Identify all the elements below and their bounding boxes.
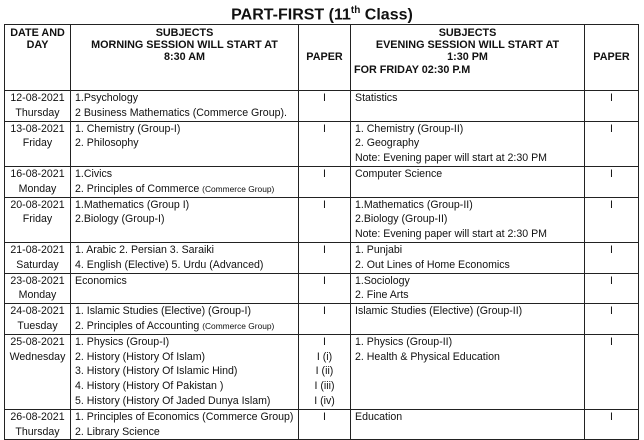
table-row [5,121,639,166]
evening-subject: Statistics [355,92,398,104]
paper-1-cell [299,121,351,166]
title-sup: th [350,5,361,16]
paper-number: I [323,305,326,318]
morning-subject: 3. History (History Of Islamic Hind) [75,365,238,378]
evening-subject: 2.Biology (Group-II) [355,213,448,226]
paper-number: I [610,305,613,318]
paper-2-cell [585,273,639,304]
header-morning-line: SUBJECTS [155,27,214,39]
paper-number: I [610,335,613,348]
exam-date: 13-08-2021 [10,122,65,135]
evening-subject: 1.Mathematics (Group-II) [355,198,473,211]
paper-number: I (iii) [314,380,335,393]
table-row [5,242,639,273]
evening-subject: 1. Punjabi [355,243,403,256]
exam-date: 24-08-2021 [10,305,65,318]
paper-1-cell [299,409,351,440]
paper-number: I [323,198,326,211]
exam-day: Friday [22,137,53,150]
header-date-line: DATE AND [10,27,65,39]
morning-subjects-cell [71,242,299,273]
paper-number: I [610,243,613,256]
evening-subject: Education [355,410,403,423]
evening-subjects-cell [351,304,585,335]
evening-subjects-cell [351,121,585,166]
morning-subject: 1. Physics (Group-I) [75,335,170,348]
table-row [5,334,639,409]
paper-2-cell [585,166,639,197]
evening-subject: 2. Geography [355,137,420,150]
paper-2-cell [585,334,639,409]
paper-number: I (ii) [315,365,334,378]
morning-subjects-cell [71,197,299,242]
table-row [5,273,639,304]
header-evening-line: 1:30 PM [447,51,488,64]
exam-date: 25-08-2021 [10,335,65,348]
evening-subjects-cell [351,197,585,242]
exam-day: Saturday [16,258,59,271]
evening-subject: Computer Science [355,167,443,180]
evening-subject: 1.Sociology [355,274,410,287]
exam-date: 21-08-2021 [10,243,65,256]
paper-1-cell [299,242,351,273]
paper-number: I [323,274,326,287]
table-row [5,91,639,122]
paper-1-cell [299,304,351,335]
evening-subject: Islamic Studies (Elective) (Group-II) [355,305,523,318]
exam-date: 16-08-2021 [10,167,65,180]
morning-subject [75,182,294,197]
header-morning-line: MORNING SESSION WILL START AT [91,39,278,52]
exam-date: 26-08-2021 [10,410,65,423]
paper-1-cell [299,273,351,304]
morning-subject [75,319,294,334]
morning-subjects-cell [71,273,299,304]
morning-subject: 1. Chemistry (Group-I) [75,122,181,135]
header-evening-friday: FOR FRIDAY 02:30 P.M [354,63,471,76]
table-row [5,409,639,440]
evening-subject: 1. Physics (Group-II) [355,335,453,348]
evening-subjects-cell [351,334,585,409]
page-title [0,0,644,22]
morning-subject: 1.Mathematics (Group I) [75,198,190,211]
morning-subjects-cell [71,304,299,335]
exam-day: Wednesday [9,350,66,363]
evening-subjects-cell [351,242,585,273]
paper-2-cell [585,197,639,242]
date-cell [5,273,71,304]
paper-2-cell [585,409,639,440]
paper-number: I [610,92,613,104]
exam-day: Monday [18,289,57,302]
paper-number: I [610,410,613,423]
morning-subject: 4. History (History Of Pakistan ) [75,380,224,393]
morning-subject: 1.Civics [75,167,113,180]
date-cell [5,334,71,409]
exam-date: 12-08-2021 [10,92,65,104]
header-paper-2: PAPER [585,25,639,91]
table-row [5,166,639,197]
paper-1-cell [299,166,351,197]
exam-day: Thursday [15,106,60,119]
paper-number: I [323,92,326,104]
paper-number: I [323,243,326,256]
header-evening-line: EVENING SESSION WILL START AT [375,39,560,52]
paper-1-cell [299,334,351,409]
paper-2-cell [585,242,639,273]
morning-subject: 2. History (History Of Islam) [75,350,206,363]
morning-subject-main: 2. Principles of Accounting [75,319,203,332]
morning-subject: 2 Business Mathematics (Commerce Group). [75,106,287,119]
morning-subject: 4. English (Elective) 5. Urdu (Advanced) [75,258,264,271]
evening-subjects-cell [351,409,585,440]
morning-subjects-cell [71,91,299,122]
exam-day: Tuesday [17,319,58,332]
exam-date: 20-08-2021 [10,198,65,211]
morning-subject: 1. Principles of Economics (Commerce Group) [75,410,294,423]
exam-day: Friday [22,213,53,226]
morning-subjects-cell [71,409,299,440]
morning-subjects-cell [71,121,299,166]
header-row [5,25,639,91]
date-cell [5,304,71,335]
paper-number: I [610,274,613,287]
paper-number: I [610,198,613,211]
morning-subject: 5. History (History Of Jaded Dunya Islam) [75,394,271,407]
paper-1-cell [299,91,351,122]
morning-subject: 2. Philosophy [75,137,139,150]
header-evening-line: SUBJECTS [438,27,497,39]
morning-subjects-cell [71,166,299,197]
morning-subject-group: (Commerce Group) [202,183,275,194]
evening-subject: Note: Evening paper will start at 2:30 PM [355,152,547,165]
paper-number: I [323,335,326,348]
evening-subject: 1. Chemistry (Group-II) [355,122,464,135]
paper-number: I [323,122,326,135]
evening-subjects-cell [351,273,585,304]
evening-subject: Note: Evening paper will start at 2:30 PM [355,228,547,241]
date-cell [5,242,71,273]
morning-subject: 2. Library Science [75,425,160,438]
date-cell [5,409,71,440]
date-cell [5,121,71,166]
header-date [5,25,71,91]
header-morning [71,25,299,91]
title-prefix: PART-FIRST (11 [231,6,351,24]
exam-day: Monday [18,182,57,195]
paper-number: I [610,167,613,180]
morning-subject: 2.Biology (Group-I) [75,213,165,226]
date-cell [5,166,71,197]
evening-subject: 2. Fine Arts [355,289,409,302]
morning-subject-main: 2. Principles of Commerce [75,182,203,195]
morning-subject: 1.Psychology [75,92,139,104]
paper-number: I [610,122,613,135]
paper-2-cell [585,304,639,335]
table-row [5,197,639,242]
morning-subject: Economics [75,274,127,287]
paper-number: I (iv) [314,394,335,407]
paper-2-cell [585,121,639,166]
table-row [5,304,639,335]
title-suffix: Class) [360,6,413,24]
morning-subject-group: (Commerce Group) [202,320,275,331]
header-date-line: DAY [26,39,49,52]
evening-subject: 2. Health & Physical Education [355,350,500,363]
date-cell [5,91,71,122]
paper-2-cell [585,91,639,122]
morning-subject: 1. Arabic 2. Persian 3. Saraiki [75,243,214,256]
date-cell [5,197,71,242]
morning-subject: 1. Islamic Studies (Elective) (Group-I) [75,305,252,318]
paper-number: I (i) [316,350,333,363]
paper-1-cell [299,197,351,242]
paper-number: I [323,410,326,423]
exam-date: 23-08-2021 [10,274,65,287]
evening-subject: 2. Out Lines of Home Economics [355,258,510,271]
date-sheet-table [4,24,639,440]
evening-subjects-cell [351,91,585,122]
header-morning-line: 8:30 AM [164,51,205,64]
header-paper-1: PAPER [299,25,351,91]
header-evening [351,25,585,91]
paper-number: I [323,167,326,180]
exam-day: Thursday [15,425,60,438]
morning-subjects-cell [71,334,299,409]
evening-subjects-cell [351,166,585,197]
